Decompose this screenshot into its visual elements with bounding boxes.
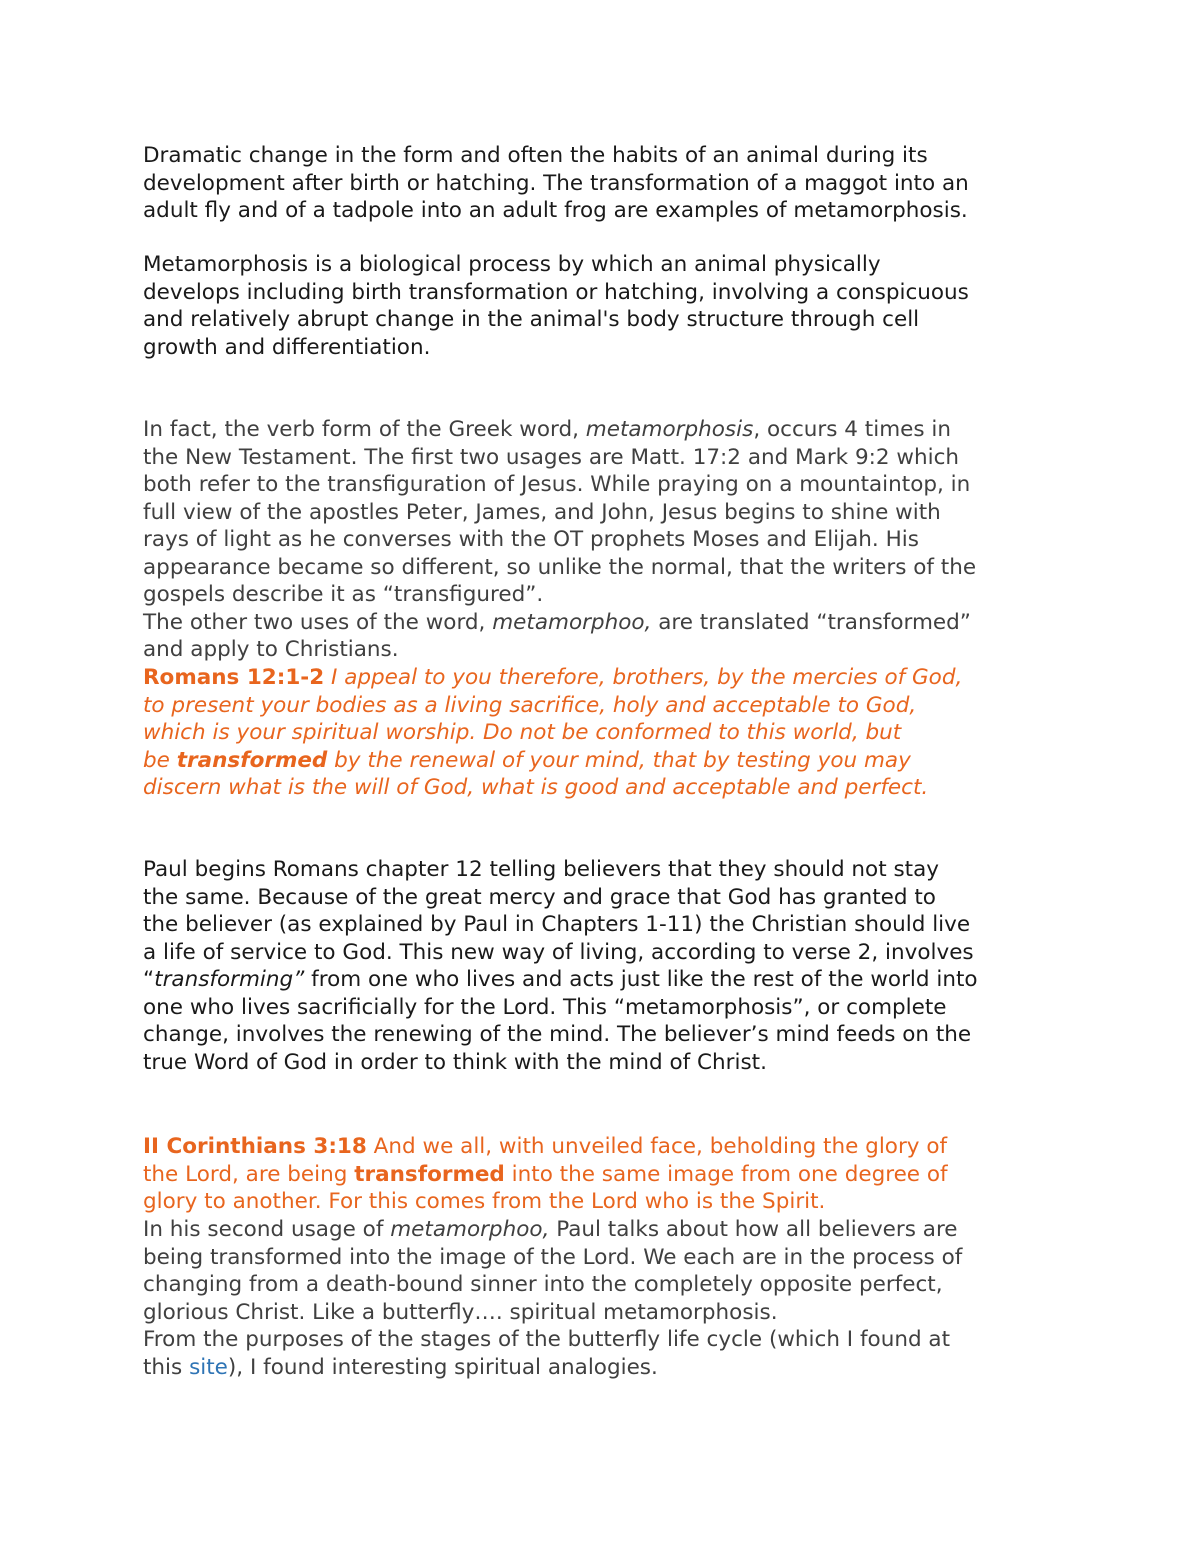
text-line: discern what is the will of God, what is good and acceptable and perfect. [143,775,929,800]
text-line: glory to another. For this comes from the Lord who is the Spirit. [143,1189,826,1214]
corinthians-commentary-paragraph [143,1216,1063,1381]
emphasized-word: metamorphoo, [390,1217,550,1242]
text-line: both refer to the transfiguration of Jesus. While praying on a mountaintop, in [143,472,971,497]
text-line: the Lord, are being transformed into the same image from one degree of [143,1161,948,1187]
text-line: In his second usage of metamorphoo, Paul talks about how all believers are [143,1217,958,1242]
text-line: appearance became so different, so unlike the normal, that the writers of the [143,554,977,580]
text-line: gospels describe it as “transfigured”. [143,582,544,607]
text-line: Paul begins Romans chapter 12 telling believers that they should not stay [143,857,940,882]
text-line: In fact, the verb form of the Greek word, metamorphosis, occurs 4 times in [143,417,952,442]
metamorphosis-paragraph [143,251,1063,361]
text-line: changing from a death-bound sinner into the completely opposite perfect, [143,1272,943,1297]
romans-quote [143,664,1063,802]
emphasized-word: transformed [176,747,328,773]
emphasized-word: metamorphosis [585,417,754,442]
text-line: the New Testament. The first two usages are Matt. 17:2 and Mark 9:2 which [143,444,960,470]
text-line: to present your bodies as a living sacrifice, holy and acceptable to God, [143,692,917,718]
corinthians-quote [143,1133,1063,1216]
text-line: Romans 12:1-2 I appeal to you therefore, brothers, by the mercies of God, [143,665,963,690]
text-line: and relatively abrupt change in the animal's body structure through cell [143,307,920,332]
text-line: Metamorphosis is a biological process by which an animal physically [143,252,881,277]
text-line: The other two uses of the word, metamorphoo, are translated “transformed” [143,609,971,635]
romans-commentary-paragraph [143,856,1063,1076]
text-line: one who lives sacrificially for the Lord. This “metamorphosis”, or complete [143,994,947,1020]
emphasized-word: transformed [354,1161,505,1187]
text-line: adult fly and of a tadpole into an adult frog are examples of metamorphosis. [143,198,968,223]
text-line: the believer (as explained by Paul in Chapters 1-11) the Christian should live [143,912,971,937]
text-line: glorious Christ. Like a butterfly…. spiritual metamorphosis. [143,1299,778,1325]
text-line: being transformed into the image of the Lord. We each are in the process of [143,1244,963,1270]
scripture-reference: II Corinthians 3:18 [143,1134,367,1159]
definition-paragraph [143,142,1063,225]
text-line: this site), I found interesting spiritual analogies. [143,1354,658,1380]
text-line: true Word of God in order to think with the mind of Christ. [143,1049,767,1075]
text-line: rays of light as he converses with the OT prophets Moses and Elijah. His [143,527,919,552]
text-line: Dramatic change in the form and often the habits of an animal during its [143,143,928,168]
text-line: development after birth or hatching. The transformation of a maggot into an [143,170,969,196]
emphasized-word: transforming” [154,967,305,992]
site-link[interactable]: site [189,1354,228,1380]
text-line: which is your spiritual worship. Do not be conformed to this world, but [143,720,902,745]
text-line: growth and differentiation. [143,334,431,360]
text-line: From the purposes of the stages of the butterfly life cycle (which I found at [143,1327,951,1352]
scripture-reference: Romans 12:1-2 [143,665,325,690]
text-line: change, involves the renewing of the mind. The believer’s mind feeds on the [143,1022,972,1047]
text-line: and apply to Christians. [143,637,399,662]
text-line: “transforming” from one who lives and acts just like the rest of the world into [143,967,978,992]
text-line: II Corinthians 3:18 And we all, with unveiled face, beholding the glory of [143,1134,948,1159]
text-line: the same. Because of the great mercy and grace that God has granted to [143,884,936,910]
text-line: a life of service to God. This new way of living, according to verse 2, involves [143,939,974,965]
text-line: be transformed by the renewal of your mind, that by testing you may [143,747,911,773]
text-line: develops including birth transformation or hatching, involving a conspicuous [143,279,969,305]
text-line: full view of the apostles Peter, James, and John, Jesus begins to shine with [143,499,941,525]
greek-word-paragraph [143,416,1063,664]
emphasized-word: metamorphoo, [492,609,652,635]
